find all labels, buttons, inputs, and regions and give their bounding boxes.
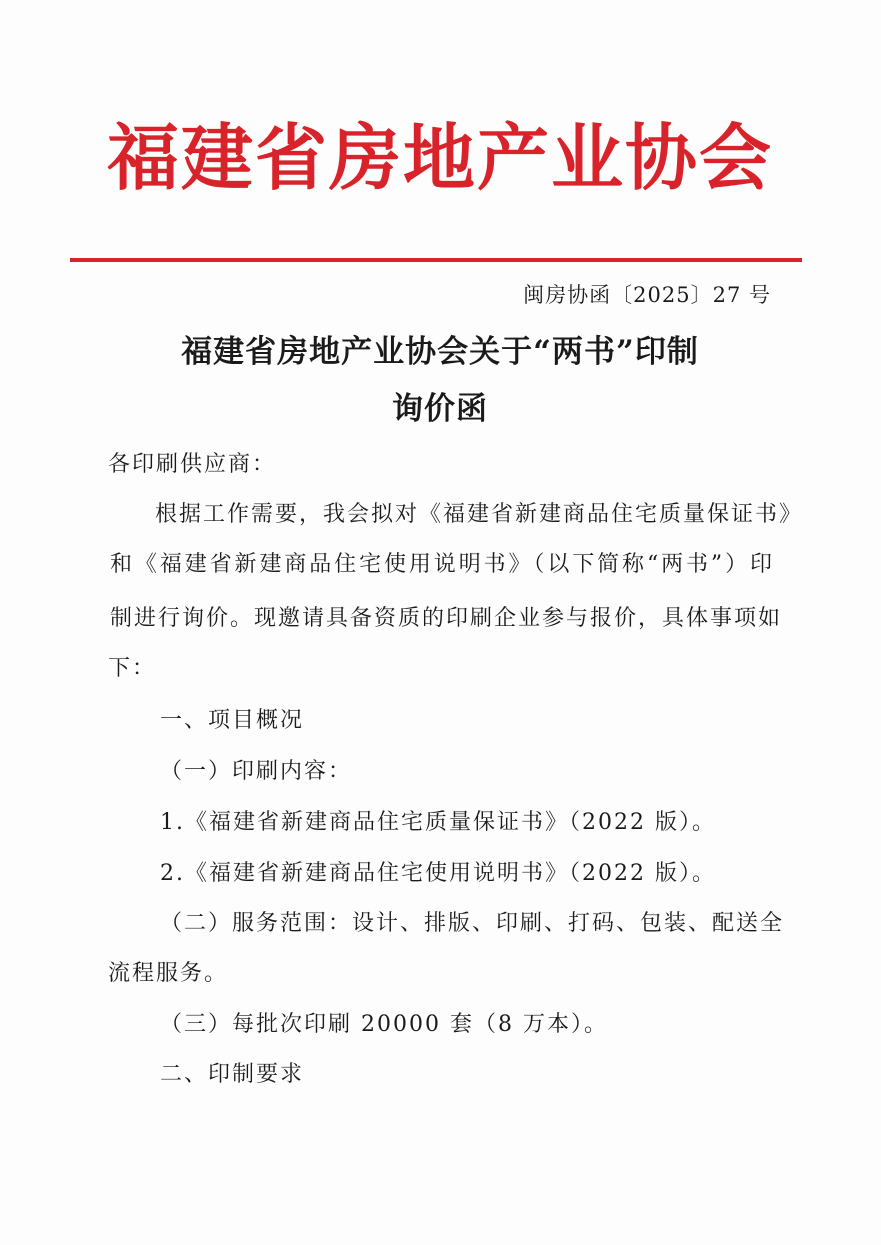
document-title-line-2: 询价函 — [392, 391, 488, 427]
salutation: 各印刷供应商： — [108, 452, 277, 477]
list-item-1: 1.《福建省新建商品住宅质量保证书》（2022 版）。 — [160, 810, 716, 835]
document-title-line-1: 福建省房地产业协会关于“两书”印制 — [181, 334, 699, 370]
section-1-heading: 一、项目概况 — [160, 708, 305, 733]
subsection-1-heading: （一）印刷内容： — [160, 759, 353, 784]
intro-line-4: 下： — [108, 656, 157, 681]
subsection-3: （三）每批次印刷 20000 套（8 万本）。 — [160, 1012, 608, 1037]
document-number: 闽房协函〔2025〕27 号 — [523, 283, 771, 307]
subsection-2-line-2: 流程服务。 — [108, 961, 229, 986]
subsection-2-line-1: （二）服务范围：设计、排版、印刷、打码、包装、配送全 — [160, 911, 785, 936]
intro-line-2: 和《福建省新建商品住宅使用说明书》（以下简称“两书”）印 — [110, 552, 774, 577]
letterhead-red-rule — [70, 258, 802, 262]
letterhead-title: 福建省房地产业协会 — [106, 115, 773, 200]
intro-line-1: 根据工作需要，我会拟对《福建省新建商品住宅质量保证书》 — [155, 502, 804, 527]
intro-line-3: 制进行询价。现邀请具备资质的印刷企业参与报价，具体事项如 — [110, 606, 783, 631]
section-2-heading: 二、印制要求 — [160, 1062, 305, 1087]
list-item-2: 2.《福建省新建商品住宅使用说明书》（2022 版）。 — [160, 861, 716, 886]
